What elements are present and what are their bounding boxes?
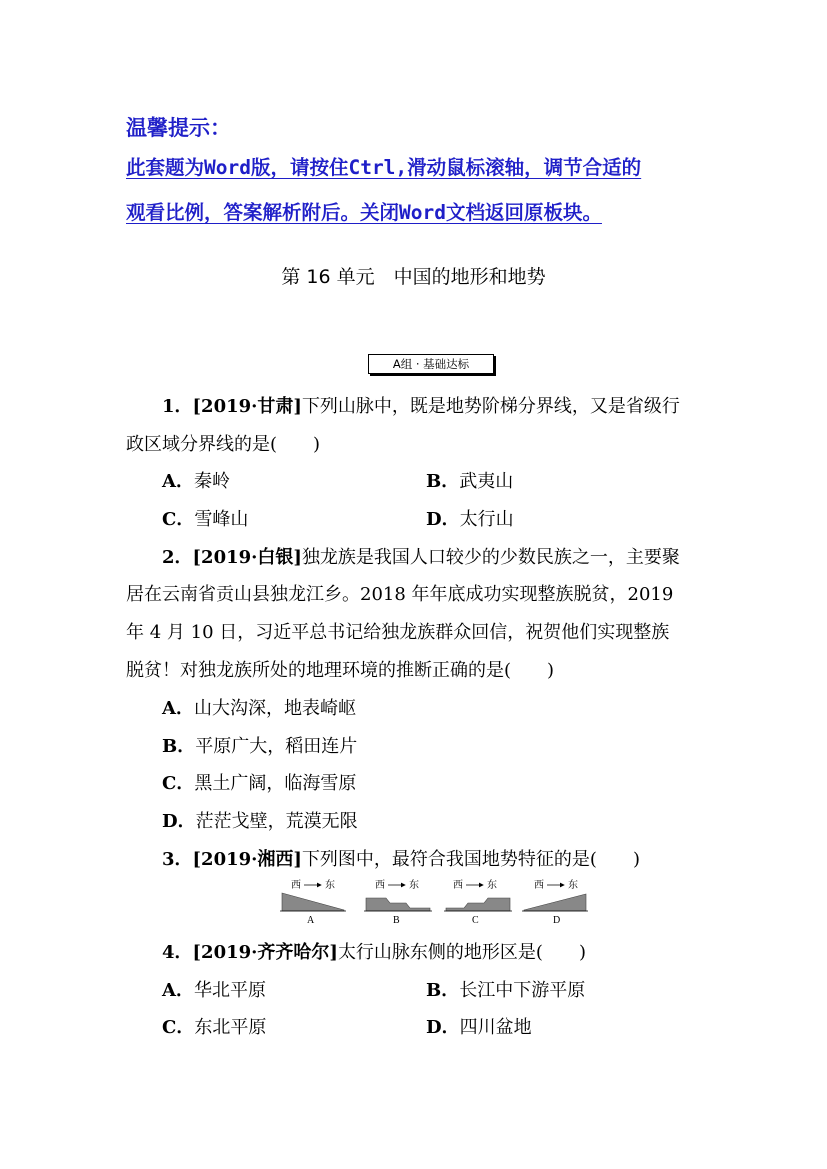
option-text: 茫茫戈壁，荒漠无限 [195,811,358,832]
tip-line-2[interactable]: 观看比例，答案解析附后。关闭Word文档返回原板块。 [126,201,602,224]
option-4c [162,1013,266,1039]
terrain-profile-a [282,893,344,911]
question-4-line-1 [162,938,586,964]
question-2-line-3: 年 4 月 10 日，习近平总书记给独龙族群众回信，祝贺他们实现整族 [126,622,670,643]
option-1c [162,505,248,531]
option-1b [426,467,513,493]
tip-title: 温馨提示： [126,116,231,140]
question-number: 2． [162,547,193,568]
option-text: 四川盆地 [459,1017,532,1038]
terrain-profile-d [524,894,586,911]
figure-west-label: 西 [291,880,301,891]
figure-d[interactable] [522,878,588,926]
option-text: 山大沟深，地表崎岖 [193,698,356,719]
figure-label: A [307,915,315,926]
option-2d [162,807,358,833]
question-2-line-4: 脱贫！对独龙族所处的地理环境的推断正确的是( ) [126,660,555,681]
option-letter: C． [162,1017,195,1038]
question-2-line-2: 居在云南省贡山县独龙江乡。2018 年年底成功实现整族脱贫，2019 [126,584,674,605]
question-source: [2019·甘肃] [192,396,302,417]
option-4a [162,976,266,1002]
figure-east-label: 东 [487,880,497,891]
option-text: 武夷山 [459,471,514,492]
group-label: A组 · 基础达标 [368,354,494,374]
option-4d [426,1013,532,1039]
figure-label: D [553,915,561,926]
tip-line-1[interactable]: 此套题为Word版，请按住Ctrl,滑动鼠标滚轴，调节合适的 [126,156,642,179]
figure-west-label: 西 [453,880,463,891]
question-stem: 下列图中，最符合我国地势特征的是( ) [301,849,640,870]
option-letter: D． [426,509,460,530]
figure-a[interactable] [280,878,346,926]
option-letter: A． [162,698,194,719]
question-number: 1． [162,396,193,417]
option-1a [162,467,230,493]
figure-west-label: 西 [534,880,544,891]
terrain-profile-b [366,898,430,911]
option-letter: C． [162,773,195,794]
option-text: 平原广大，稻田连片 [195,736,358,757]
option-4b [426,976,585,1002]
option-text: 华北平原 [193,980,266,1001]
question-stem: 太行山脉东侧的地形区是( ) [337,942,586,963]
figure-east-label: 东 [325,880,335,891]
figure-c[interactable] [444,878,512,926]
figure-b[interactable] [364,878,432,926]
option-text: 长江中下游平原 [459,980,586,1001]
option-text: 秦岭 [193,471,230,492]
option-letter: B． [426,980,460,1001]
option-letter: A． [162,980,194,1001]
terrain-profile-figures [280,878,590,928]
terrain-profile-c [446,898,510,911]
question-3-line-1 [162,845,640,871]
unit-title: 第 16 单元 中国的地形和地势 [281,266,546,288]
question-source: [2019·白银] [192,547,302,568]
option-1d [426,505,514,531]
figure-label: B [393,915,400,926]
question-stem: 独龙族是我国人口较少的少数民族之一，主要聚 [301,547,680,568]
option-2b [162,732,357,758]
option-2c [162,769,356,795]
figure-east-label: 东 [409,880,419,891]
option-letter: C． [162,509,195,530]
option-text: 黑土广阔，临海雪原 [194,773,357,794]
figure-west-label: 西 [375,880,385,891]
option-text: 雪峰山 [194,509,249,530]
question-1-line-1 [162,392,680,418]
option-letter: D． [426,1017,460,1038]
question-1-line-2: 政区域分界线的是( ) [126,434,321,455]
option-text: 太行山 [459,509,514,530]
option-2a [162,694,356,720]
figure-east-label: 东 [568,880,578,891]
question-2-line-1 [162,543,680,569]
figure-label: C [472,915,479,926]
option-letter: D． [162,811,196,832]
option-letter: B． [162,736,196,757]
option-letter: B． [426,471,460,492]
question-number: 3． [162,849,193,870]
option-letter: A． [162,471,194,492]
question-source: [2019·湘西] [192,849,302,870]
question-stem: 下列山脉中，既是地势阶梯分界线，又是省级行 [301,396,680,417]
option-text: 东北平原 [194,1017,267,1038]
question-number: 4． [162,942,193,963]
question-source: [2019·齐齐哈尔] [192,942,338,963]
